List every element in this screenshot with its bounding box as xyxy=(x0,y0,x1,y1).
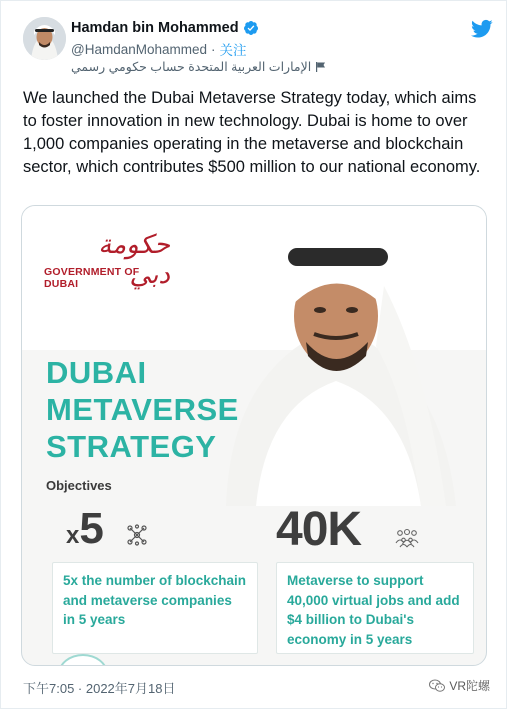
tweet-text: We launched the Dubai Metaverse Strategy today, which aims to foster innovation in new technology. Dubai is home to over 1,000 companies operating in the metaverse and blockchain sector, which contributes $500 million to our national economy. xyxy=(23,89,481,176)
decorative-circle xyxy=(58,654,108,666)
watermark-text: VR陀螺 xyxy=(449,679,490,693)
tweet-header xyxy=(23,17,493,77)
author-name-row xyxy=(71,20,259,36)
wechat-icon xyxy=(429,679,445,693)
avatar[interactable] xyxy=(23,17,66,60)
strategy-headline xyxy=(46,354,239,465)
objective-card-1: 5x the number of blockchain and metaverse companies in 5 years xyxy=(52,562,258,654)
author-handle-row xyxy=(71,39,247,59)
author-handle[interactable]: @HamdanMohammed xyxy=(71,41,208,57)
stat-x5 xyxy=(66,504,104,554)
government-flag-icon xyxy=(315,61,327,73)
headline-line-1: DUBAI xyxy=(46,355,147,390)
objective-card-2: Metaverse to support 40,000 virtual jobs and add $4 billion to Dubai's economy in 5 years xyxy=(276,562,474,654)
stat1-value: 5 xyxy=(79,504,104,553)
timestamp-text[interactable]: 下午7:05 · 2022年7月18日 xyxy=(23,681,176,696)
government-of-dubai-logo xyxy=(40,226,170,290)
verified-badge-icon xyxy=(243,20,259,36)
tweet-media-image[interactable] xyxy=(21,205,487,666)
headline-line-3: STRATEGY xyxy=(46,429,217,464)
objectives-label: Objectives xyxy=(46,478,112,493)
stat1-prefix: x xyxy=(66,522,80,549)
people-icon xyxy=(394,528,420,548)
headline-line-2: METAVERSE xyxy=(46,392,239,427)
network-icon xyxy=(126,524,148,546)
stat2-value: 40K xyxy=(276,503,362,556)
twitter-bird-icon[interactable] xyxy=(471,19,493,39)
government-label: الإمارات العربية المتحدة حساب حكومي رسمي xyxy=(71,60,312,74)
author-name[interactable]: Hamdan bin Mohammed xyxy=(71,20,239,36)
watermark xyxy=(429,677,490,694)
logo-script: حكومة دبي xyxy=(98,230,170,290)
separator-dot: · xyxy=(211,41,216,57)
government-label-row xyxy=(71,59,327,74)
logo-text: GOVERNMENT OF DUBAI xyxy=(44,266,140,290)
follow-button[interactable]: 关注 xyxy=(219,43,247,58)
tweet-timestamp[interactable] xyxy=(23,678,175,697)
